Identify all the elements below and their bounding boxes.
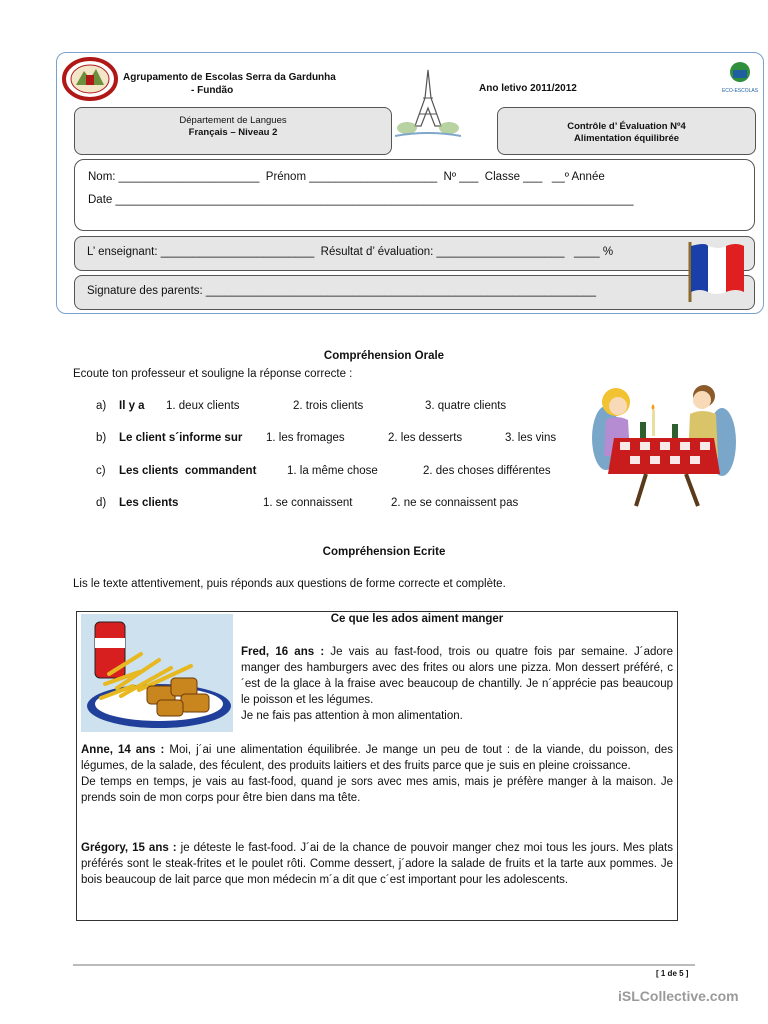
question-stem: Le client s´informe sur xyxy=(119,432,243,444)
teacher-line[interactable]: L’ enseignant: ________________________ Résultat d’ évaluation: ____________________ ____ % xyxy=(87,246,614,258)
school-name xyxy=(123,71,336,97)
answer-option[interactable]: 1. les fromages xyxy=(266,432,345,444)
watermark: iSLCollective.com xyxy=(618,988,739,1004)
eco-escolas-logo xyxy=(722,58,758,96)
oral-question-b xyxy=(96,432,596,448)
french-flag-icon xyxy=(686,240,748,304)
department-label: Département de Langues xyxy=(179,115,287,126)
fred-paragraph xyxy=(241,644,673,724)
answer-option[interactable]: 3. quatre clients xyxy=(425,400,507,412)
oral-question-a xyxy=(96,400,596,416)
written-section-title: Compréhension Ecrite xyxy=(322,546,446,558)
answer-option[interactable]: 2. ne se connaissent pas xyxy=(391,497,519,509)
gregory-text: je déteste le fast-food. J´ai de la chance de pouvoir manger chez moi tous les jours. Mes plats préférés sont le steak-frites et le poulet rôti. Comme dessert, j´adore la salade de fruits et la tarte aux pommes. Je bois beaucoup de lait parce que mon médecin m´a dit que c´est important pour les adolescents. xyxy=(81,842,673,886)
oral-question-c xyxy=(96,465,596,481)
article-title: Ce que les ados aiment manger xyxy=(330,613,504,625)
question-letter: c) xyxy=(96,465,106,477)
anne-name: Anne, 14 ans : xyxy=(81,744,165,756)
control-box xyxy=(497,107,756,155)
eco-escolas-label: ECO-ESCOLAS xyxy=(722,88,758,94)
question-letter: d) xyxy=(96,497,107,509)
anne-text: Moi, j´ai une alimentation équilibrée. Je mange un peu de tout : de la viande, du poisson, des légumes, de la salade, des féculent, des produits laitiers et des fruits parce que je suis en pleine croissance. xyxy=(81,744,674,772)
control-topic: Alimentation équilibrée xyxy=(573,133,680,144)
restaurant-couple-illustration xyxy=(586,378,742,510)
date-line[interactable]: Date _________________________________________________________________________________ xyxy=(88,194,634,206)
answer-option[interactable]: 3. les vins xyxy=(505,432,557,444)
gregory-name: Grégory, 15 ans : xyxy=(81,842,177,854)
page-number: [ 1 de 5 ] xyxy=(656,969,689,978)
eiffel-tower-icon xyxy=(395,68,461,140)
school-name-line2: - Fundão xyxy=(191,85,234,96)
oral-instruction: Ecoute ton professeur et souligne la réponse correcte : xyxy=(73,368,353,380)
answer-option[interactable]: 1. la même chose xyxy=(287,465,378,477)
answer-option[interactable]: 2. des choses différentes xyxy=(423,465,551,477)
teacher-result-box xyxy=(74,236,755,271)
school-year: Ano letivo 2011/2012 xyxy=(479,83,577,94)
question-stem: Les clients xyxy=(119,497,179,509)
oral-question-d xyxy=(96,497,596,513)
anne-text-2: De temps en temps, je vais au fast-food, quand je sors avec mes amis, mais je préfère manger à la maison. Je prends soin de mon corps pour être bien dans ma tête. xyxy=(81,776,673,804)
answer-option[interactable]: 1. se connaissent xyxy=(263,497,353,509)
gregory-paragraph xyxy=(81,840,673,888)
student-info-box xyxy=(74,159,755,231)
school-name-line1: Agrupamento de Escolas Serra da Gardunha xyxy=(123,72,336,83)
footer-divider xyxy=(73,964,695,966)
answer-option[interactable]: 1. deux clients xyxy=(166,400,240,412)
anne-paragraph xyxy=(81,742,673,806)
school-logo xyxy=(62,57,118,101)
signature-line[interactable]: Signature des parents: _____________________________________________________________ xyxy=(87,285,597,297)
department-box xyxy=(74,107,392,155)
fred-text: Je vais au fast-food, trois ou quatre fois par semaine. J´adore manger des hamburgers avec des frites ou alors une pizza. Mon dessert préféré, c´est de la glace à la fraise avec beaucoup de chantilly. Je n´apprécie pas beaucoup le poisson et les légumes. xyxy=(241,646,673,706)
signature-box xyxy=(74,275,755,310)
written-instruction: Lis le texte attentivement, puis réponds aux questions de forme correcte et complète. xyxy=(73,578,506,590)
course-label: Français – Niveau 2 xyxy=(188,127,278,138)
control-title: Contrôle d’ Évaluation Nº4 xyxy=(567,121,686,132)
article-box xyxy=(76,611,678,921)
oral-section-title: Compréhension Orale xyxy=(323,350,445,362)
fast-food-illustration xyxy=(81,614,233,732)
fred-name: Fred, 16 ans : xyxy=(241,646,325,658)
name-line[interactable]: Nom: ______________________ Prénom ____________________ Nº ___ Classe ___ __º Année xyxy=(88,171,605,183)
answer-option[interactable]: 2. les desserts xyxy=(388,432,463,444)
question-stem: Il y a xyxy=(119,400,145,412)
fred-text-2: Je ne fais pas attention à mon alimentation. xyxy=(241,710,463,722)
question-stem: Les clients commandent xyxy=(119,465,257,477)
answer-option[interactable]: 2. trois clients xyxy=(293,400,364,412)
question-letter: b) xyxy=(96,432,107,444)
question-letter: a) xyxy=(96,400,107,412)
